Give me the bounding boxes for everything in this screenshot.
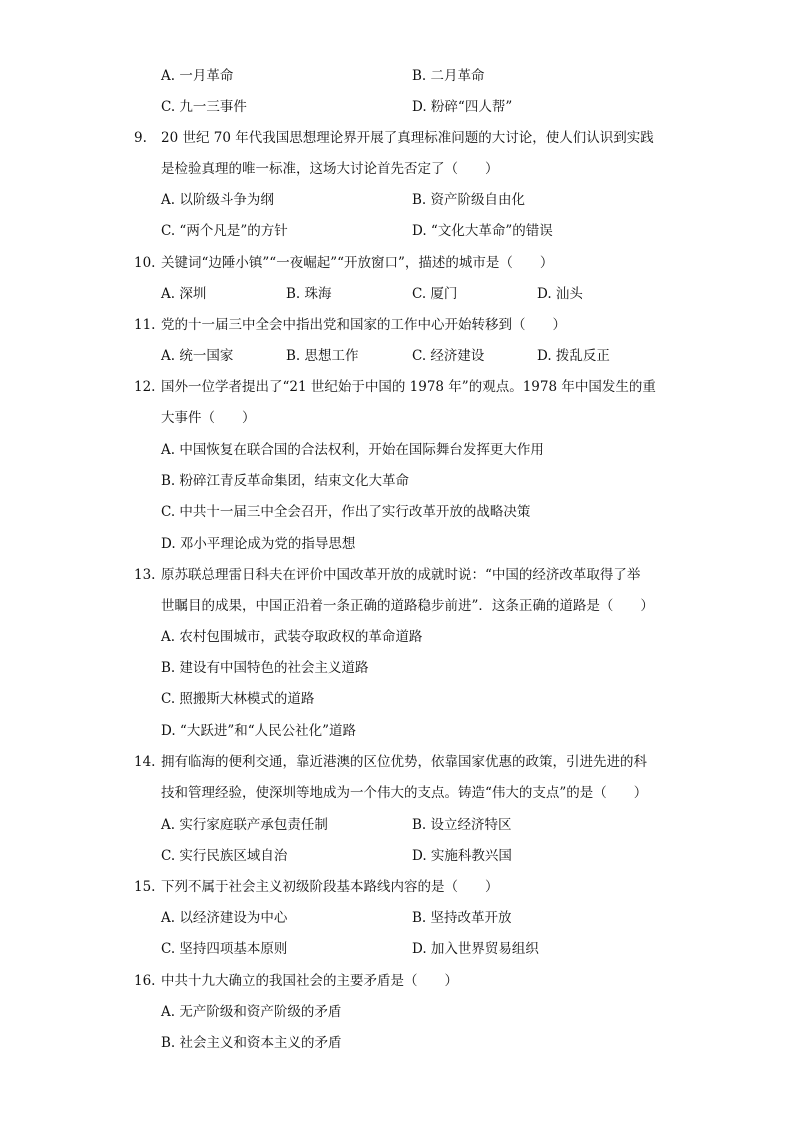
- question-15-options-row-1: [0, 906, 794, 930]
- option-16-a: A. 无产阶级和资产阶级的矛盾: [161, 1004, 342, 1020]
- question-12-stem-text-1: 国外一位学者提出了“21 世纪始于中国的 1978 年”的观点。1978 年中国发生的重: [161, 379, 656, 395]
- question-13-option-d-row: [0, 719, 794, 743]
- option-15-b: B. 坚持改革开放: [412, 910, 512, 926]
- option-11-a: A. 统一国家: [161, 348, 234, 364]
- question-12-number: 12.: [134, 379, 156, 395]
- option-14-c: C. 实行民族区域自治: [161, 848, 288, 864]
- option-9-b: B. 资产阶级自由化: [412, 192, 526, 208]
- question-9-stem-line-1: [0, 126, 794, 150]
- question-13-stem-line-1: [0, 563, 794, 587]
- question-13-stem-line-2: [0, 594, 794, 618]
- option-10-d: D. 汕头: [537, 286, 583, 302]
- question-13-stem-text-2: 世瞩目的成果，中国正沿着一条正确的道路稳步前进”．这条正确的道路是（ ）: [161, 598, 654, 614]
- question-8-options-row-2: [0, 95, 794, 119]
- option-8-a: A. 一月革命: [161, 68, 234, 84]
- question-12-option-b-row: [0, 469, 794, 493]
- option-11-b: B. 思想工作: [286, 348, 359, 364]
- option-9-c: C. “两个凡是”的方针: [161, 223, 288, 239]
- question-12-stem-line-2: [0, 406, 794, 430]
- option-13-c: C. 照搬斯大林模式的道路: [161, 691, 315, 707]
- option-11-d: D. 拨乱反正: [537, 348, 610, 364]
- question-11-stem-line-1: [0, 313, 794, 337]
- option-12-b: B. 粉碎江青反革命集团，结束文化大革命: [161, 473, 410, 489]
- option-15-d: D. 加入世界贸易组织: [412, 941, 539, 957]
- option-15-c: C. 坚持四项基本原则: [161, 941, 288, 957]
- question-8-options-row-1: [0, 64, 794, 88]
- question-9-stem-line-2: [0, 157, 794, 181]
- question-12-option-c-row: [0, 500, 794, 524]
- question-9-stem-text-1: 20 世纪 70 年代我国思想理论界开展了真理标准问题的大讨论，使人们认识到实践: [161, 130, 654, 146]
- question-15-stem-line-1: [0, 875, 794, 899]
- option-8-d: D. 粉碎“四人帮”: [412, 99, 513, 115]
- option-11-c: C. 经济建设: [412, 348, 485, 364]
- option-12-d: D. 邓小平理论成为党的指导思想: [161, 536, 356, 552]
- option-9-d: D. “文化大革命”的错误: [412, 223, 553, 239]
- option-13-a: A. 农村包围城市，武装夺取政权的革命道路: [161, 629, 423, 645]
- option-13-b: B. 建设有中国特色的社会主义道路: [161, 660, 369, 676]
- option-16-b: B. 社会主义和资本主义的矛盾: [161, 1035, 342, 1051]
- question-14-stem-line-1: [0, 750, 794, 774]
- question-10-number: 10.: [134, 255, 156, 271]
- question-9-stem-text-2: 是检验真理的唯一标准，这场大讨论首先否定了（ ）: [161, 161, 499, 177]
- option-8-b: B. 二月革命: [412, 68, 485, 84]
- option-10-b: B. 珠海: [286, 286, 332, 302]
- question-10-stem-text-1: 关键词“边陲小镇”“一夜崛起”“开放窗口”，描述的城市是（ ）: [161, 255, 554, 271]
- question-12-option-a-row: [0, 438, 794, 462]
- question-13-option-a-row: [0, 625, 794, 649]
- question-14-stem-text-2: 技和管理经验，使深圳等地成为一个伟大的支点。铸造“伟大的支点”的是（ ）: [161, 785, 648, 801]
- question-16-option-b-row: [0, 1031, 794, 1055]
- option-8-c: C. 九一三事件: [161, 99, 247, 115]
- question-14-options-row-1: [0, 813, 794, 837]
- option-12-c: C. 中共十一届三中全会召开，作出了实行改革开放的战略决策: [161, 504, 531, 520]
- question-14-stem-line-2: [0, 781, 794, 805]
- option-14-a: A. 实行家庭联产承包责任制: [161, 817, 328, 833]
- option-9-a: A. 以阶级斗争为纲: [161, 192, 274, 208]
- option-15-a: A. 以经济建设为中心: [161, 910, 288, 926]
- option-10-a: A. 深圳: [161, 286, 207, 302]
- option-14-b: B. 设立经济特区: [412, 817, 512, 833]
- question-13-number: 13.: [134, 567, 156, 583]
- question-15-stem-text-1: 下列不属于社会主义初级阶段基本路线内容的是（ ）: [161, 879, 499, 895]
- option-14-d: D. 实施科教兴国: [412, 848, 512, 864]
- question-10-stem-line-1: [0, 251, 794, 275]
- question-16-option-a-row: [0, 1000, 794, 1024]
- question-12-option-d-row: [0, 532, 794, 556]
- question-16-stem-line-1: [0, 969, 794, 993]
- question-15-options-row-2: [0, 937, 794, 961]
- question-16-stem-text-1: 中共十九大确立的我国社会的主要矛盾是（ ）: [161, 973, 458, 989]
- option-10-c: C. 厦门: [412, 286, 458, 302]
- question-13-stem-text-1: 原苏联总理雷日科夫在评价中国改革开放的成就时说：“中国的经济改革取得了举: [161, 567, 641, 583]
- question-9-options-row-2: [0, 219, 794, 243]
- question-14-stem-text-1: 拥有临海的便利交通，靠近港澳的区位优势，依靠国家优惠的政策，引进先进的科: [161, 754, 647, 770]
- question-13-option-b-row: [0, 656, 794, 680]
- question-9-options-row-1: [0, 188, 794, 212]
- question-10-options-row: [0, 282, 794, 306]
- question-14-options-row-2: [0, 844, 794, 868]
- question-16-number: 16.: [134, 973, 156, 989]
- question-15-number: 15.: [134, 879, 156, 895]
- question-11-options-row: [0, 344, 794, 368]
- option-13-d: D. “大跃进”和“人民公社化”道路: [161, 723, 357, 739]
- question-11-stem-text-1: 党的十一届三中全会中指出党和国家的工作中心开始转移到（ ）: [161, 317, 566, 333]
- question-9-number: 9.: [134, 130, 147, 146]
- question-14-number: 14.: [134, 754, 156, 770]
- question-12-stem-line-1: [0, 375, 794, 399]
- question-11-number: 11.: [134, 317, 156, 333]
- question-12-stem-text-2: 大事件（ ）: [161, 410, 256, 426]
- question-13-option-c-row: [0, 687, 794, 711]
- option-12-a: A. 中国恢复在联合国的合法权利，开始在国际舞台发挥更大作用: [161, 442, 544, 458]
